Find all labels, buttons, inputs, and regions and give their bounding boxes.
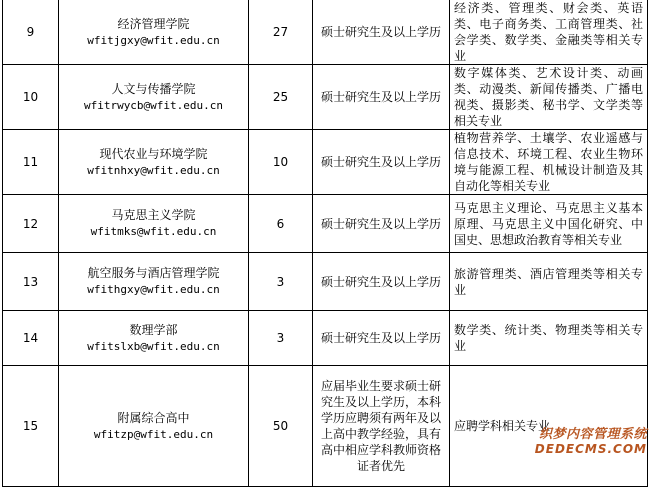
unit-name: 航空服务与酒店管理学院: [87, 266, 220, 280]
table-row: [3, 0, 648, 65]
unit-name: 马克思主义学院: [111, 208, 196, 222]
unit-email: wfitslxb@wfit.edu.cn: [87, 339, 220, 353]
table-row: [3, 253, 648, 311]
row-number: 11: [3, 130, 59, 195]
education-requirement: 硕士研究生及以上学历: [313, 130, 450, 195]
major-requirement: 旅游管理类、酒店管理类等相关专业: [450, 253, 648, 311]
unit-name: 现代农业与环境学院: [99, 146, 208, 161]
unit-name: 经济管理学院: [117, 16, 190, 31]
unit-email: wfitrwycb@wfit.edu.cn: [83, 98, 224, 112]
watermark-domain: DEDECMS.COM: [534, 442, 647, 456]
education-requirement: 硕士研究生及以上学历: [313, 65, 450, 130]
education-requirement: 应届毕业生要求硕士研究生及以上学历，本科学历应聘须有两年及以上高中教学经验，具有高中相应学科教师资格证者优先: [313, 366, 450, 487]
row-number: 10: [3, 65, 59, 130]
headcount: 25: [249, 65, 313, 130]
education-requirement: 硕士研究生及以上学历: [313, 0, 450, 65]
education-requirement: 硕士研究生及以上学历: [313, 253, 450, 311]
headcount: 6: [249, 195, 313, 253]
table-row: [3, 366, 648, 487]
unit-cell: [59, 366, 249, 487]
education-requirement: 硕士研究生及以上学历: [313, 311, 450, 366]
major-requirement: 马克思主义理论、马克思主义基本原理、马克思主义中国化研究、中国史、思想政治教育等相关专业: [450, 195, 648, 253]
education-requirement: 硕士研究生及以上学历: [313, 195, 450, 253]
unit-cell: [59, 130, 249, 195]
major-requirement: 数字媒体类、艺术设计类、动画类、动漫类、新闻传播类、广播电视类、摄影类、秘书学、文学类等相关专业: [450, 65, 648, 130]
major-requirement: 数学类、统计类、物理类等相关专业: [450, 311, 648, 366]
site-watermark: [535, 427, 647, 457]
row-number: 13: [3, 253, 59, 311]
recruitment-table: [2, 0, 648, 487]
unit-cell: [59, 0, 249, 65]
unit-cell: [59, 311, 249, 366]
headcount: 27: [249, 0, 313, 65]
unit-name: 附属综合高中: [117, 410, 190, 425]
table-row: [3, 130, 648, 195]
unit-email: wfitnhxy@wfit.edu.cn: [87, 163, 220, 177]
unit-cell: [59, 253, 249, 311]
headcount: 10: [249, 130, 313, 195]
unit-name: 人文与传播学院: [111, 81, 196, 96]
watermark-title: 织梦内容管理系统: [538, 427, 647, 442]
row-number: 9: [3, 0, 59, 65]
headcount: 3: [249, 311, 313, 366]
major-requirement: 应聘学科相关专业: [450, 366, 648, 487]
unit-cell: [59, 65, 249, 130]
table-row: [3, 65, 648, 130]
major-requirement: 植物营养学、土壤学、农业遥感与信息技术、环境工程、农业生物环境与能源工程、机械设计制造及其自动化等相关专业: [450, 130, 648, 195]
unit-email: wfitzp@wfit.edu.cn: [93, 427, 214, 441]
major-requirement: 经济类、管理类、财会类、英语类、电子商务类、工商管理类、社会学类、数学类、金融类等相关专业: [450, 0, 648, 65]
unit-email: wfitmks@wfit.edu.cn: [90, 225, 217, 238]
unit-cell: [59, 195, 249, 253]
unit-name: 数理学部: [129, 322, 178, 337]
headcount: 50: [249, 366, 313, 487]
unit-email: wfitjgxy@wfit.edu.cn: [87, 33, 220, 47]
headcount: 3: [249, 253, 313, 311]
row-number: 15: [3, 366, 59, 487]
table-row: [3, 195, 648, 253]
unit-email: wfithgxy@wfit.edu.cn: [87, 283, 220, 296]
table-row: [3, 311, 648, 366]
row-number: 14: [3, 311, 59, 366]
row-number: 12: [3, 195, 59, 253]
